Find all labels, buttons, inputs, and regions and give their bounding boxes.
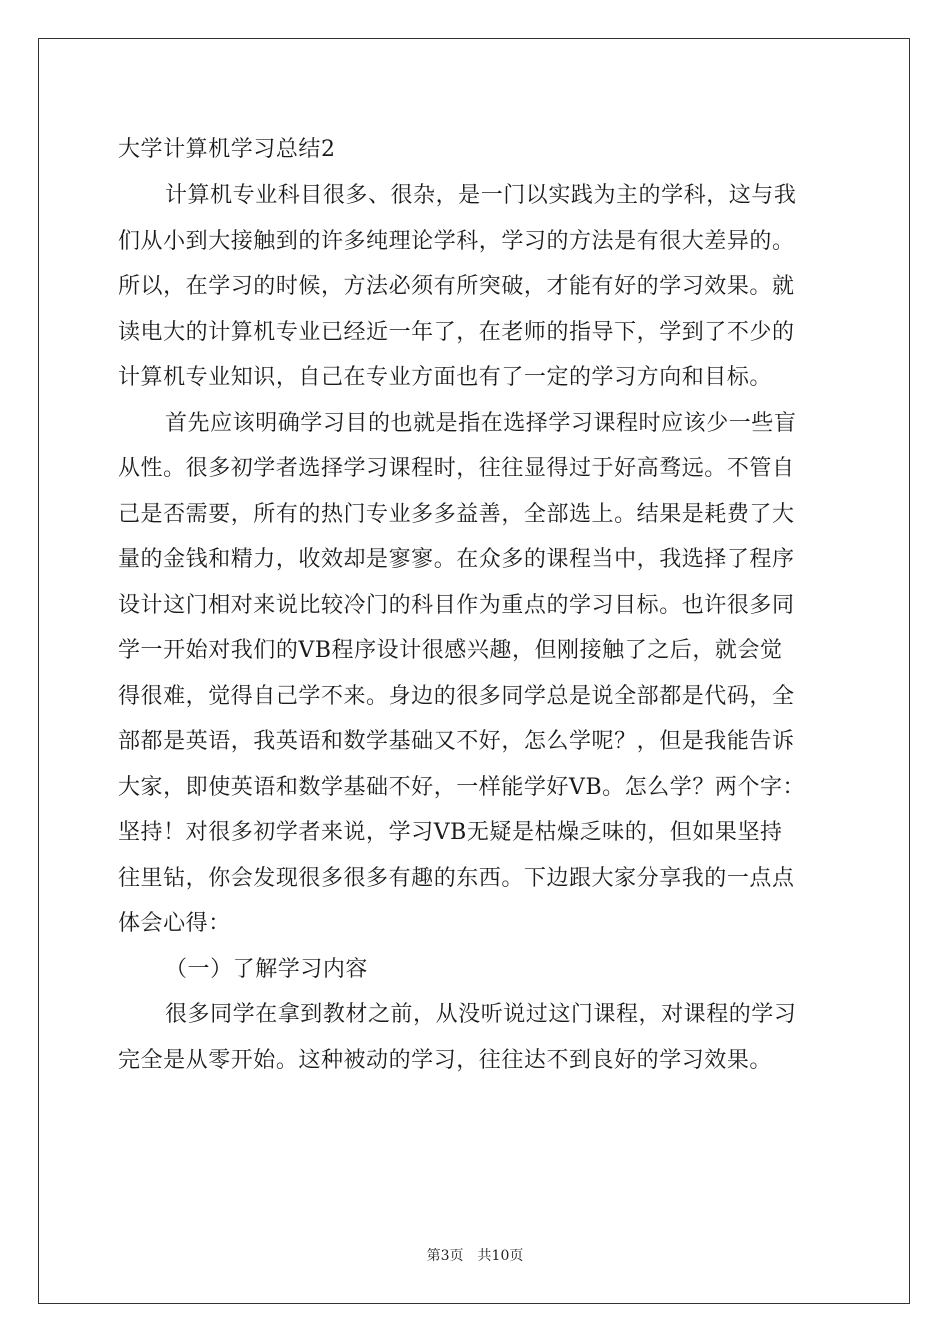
document-title: 大学计算机学习总结2 bbox=[118, 137, 336, 162]
paragraph-2-line-10: 坚持！对很多初学者来说，学习VB无疑是枯燥乏味的，但如果坚持 bbox=[118, 820, 783, 845]
paragraph-2-line-3: 己是否需要，所有的热门专业多多益善，全部选上。结果是耗费了大 bbox=[118, 501, 795, 527]
paragraph-1-line-4: 读电大的计算机专业已经近一年了，在老师的指导下，学到了不少的 bbox=[118, 319, 795, 345]
paragraph-3-line-2: 完全是从零开始。这种被动的学习，往往达不到良好的学习效果。 bbox=[118, 1047, 772, 1073]
paragraph-2-line-2: 从性。很多初学者选择学习课程时，往往显得过于好高骛远。不管自 bbox=[118, 456, 795, 481]
paragraph-1-line-5: 计算机专业知识，自己在专业方面也有了一定的学习方向和目标。 bbox=[118, 365, 772, 390]
paragraph-2-line-6: 学一开始对我们的VB程序设计很感兴趣，但刚接触了之后，就会觉 bbox=[118, 638, 783, 663]
paragraph-2-line-8: 部都是英语，我英语和数学基础又不好，怎么学呢？，但是我能告诉 bbox=[118, 729, 795, 754]
page-number: 第3页 bbox=[426, 1248, 464, 1264]
paragraph-1-line-2: 们从小到大接触到的许多纯理论学科，学习的方法是有很大差异的。 bbox=[118, 228, 795, 254]
paragraph-2-line-5: 设计这门相对来说比较冷门的科目作为重点的学习目标。也许很多同 bbox=[118, 592, 795, 618]
page-footer bbox=[0, 1246, 950, 1266]
paragraph-2-line-4: 量的金钱和精力，收效却是寥寥。在众多的课程当中，我选择了程序 bbox=[118, 547, 795, 572]
document-body bbox=[118, 127, 834, 1083]
paragraph-1-line-1: 计算机专业科目很多、很杂，是一门以实践为主的学科，这与我 bbox=[165, 183, 797, 208]
paragraph-1-line-3: 所以，在学习的时候，方法必须有所突破，才能有好的学习效果。就 bbox=[118, 274, 795, 299]
page-total: 共10页 bbox=[477, 1248, 524, 1264]
paragraph-3-line-1: 很多同学在拿到教材之前，从没听说过这门课程，对课程的学习 bbox=[165, 1002, 797, 1027]
paragraph-2-line-9: 大家，即使英语和数学基础不好，一样能学好VB。怎么学？两个字： bbox=[118, 774, 806, 800]
paragraph-2-line-11: 往里钻，你会发现很多很多有趣的东西。下边跟大家分享我的一点点 bbox=[118, 865, 795, 891]
paragraph-2-line-1: 首先应该明确学习目的也就是指在选择学习课程时应该少一些盲 bbox=[165, 410, 797, 436]
section-heading: （一）了解学习内容 bbox=[165, 956, 368, 982]
paragraph-2-line-12: 体会心得： bbox=[118, 911, 231, 936]
paragraph-2-line-7: 得很难，觉得自己学不来。身边的很多同学总是说全部都是代码，全 bbox=[118, 683, 795, 709]
